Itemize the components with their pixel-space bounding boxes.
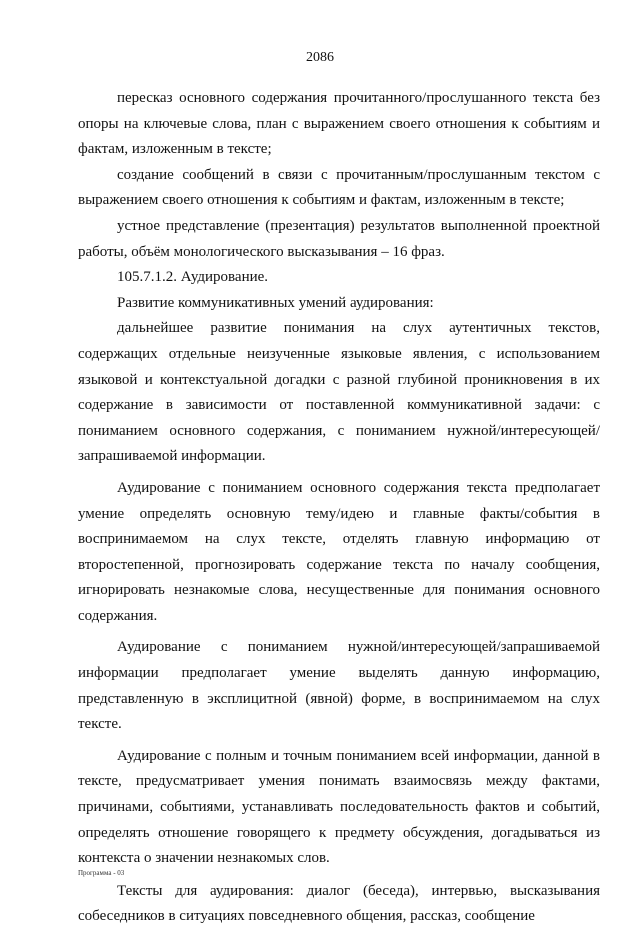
paragraph-listening-texts: Тексты для аудирования: диалог (беседа), интервью, высказывания собеседников в ситуациях повседневного общения, рассказ, сообщение [78, 882, 600, 925]
paragraph-listening-skills: Развитие коммуникативных умений аудирования: [117, 294, 434, 311]
paragraph-oral-presentation: устное представление (презентация) результатов выполненной проектной работы, объём монологического высказывания – 16 фраз. [78, 217, 600, 260]
paragraph-creating-messages: создание сообщений в связи с прочитанным/прослушанным текстом с выражением своего отношения к событиям и фактам, изложенным в тексте; [78, 166, 600, 209]
page-number: 2086 [306, 50, 334, 65]
paragraph-retelling: пересказ основного содержания прочитанного/прослушанного текста без опоры на ключевые слова, план с выражением своего отношения к событиям и фактам, изложенным в тексте; [78, 90, 600, 158]
document-body [78, 86, 600, 930]
section-heading-listening: 105.7.1.2. Аудирование. [117, 269, 269, 286]
paragraph-full-understanding-listening: Аудирование с полным и точным пониманием всей информации, данной в тексте, предусматривает умения понимать взаимосвязь между фактами, причинами, событиями, устанавливать последовательность фактов и событий, определять отношение говорящего к предмету обсуждения, догадываться из контекста о значении незнакомых слов. [78, 747, 600, 867]
paragraph-required-info-listening: Аудирование с пониманием нужной/интересующей/запрашиваемой информации предполагает умение выделять данную информацию, представленную в эксплицитной (явной) форме, в воспринимаемом на слух тексте. [78, 639, 600, 733]
paragraph-main-content-listening: Аудирование с пониманием основного содержания текста предполагает умение определять основную тему/идею и главные факты/события в воспринимаемом на слух тексте, отделять главную информацию от второстепенной, прогнозировать содержание текста по началу сообщения, игнорировать незнакомые слова, несущественные для понимания основного содержания. [78, 479, 600, 624]
footer-label: Программа - 03 [78, 869, 125, 877]
paragraph-further-development: дальнейшее развитие понимания на слух аутентичных текстов, содержащих отдельные неизученные языковые явления, с использованием языковой и контекстуальной догадки с разной глубиной проникновения в их содержание в зависимости от поставленной коммуникативной задачи: с пониманием основного содержания, с пониманием нужной/интересующей/запрашиваемой информации. [78, 320, 600, 465]
